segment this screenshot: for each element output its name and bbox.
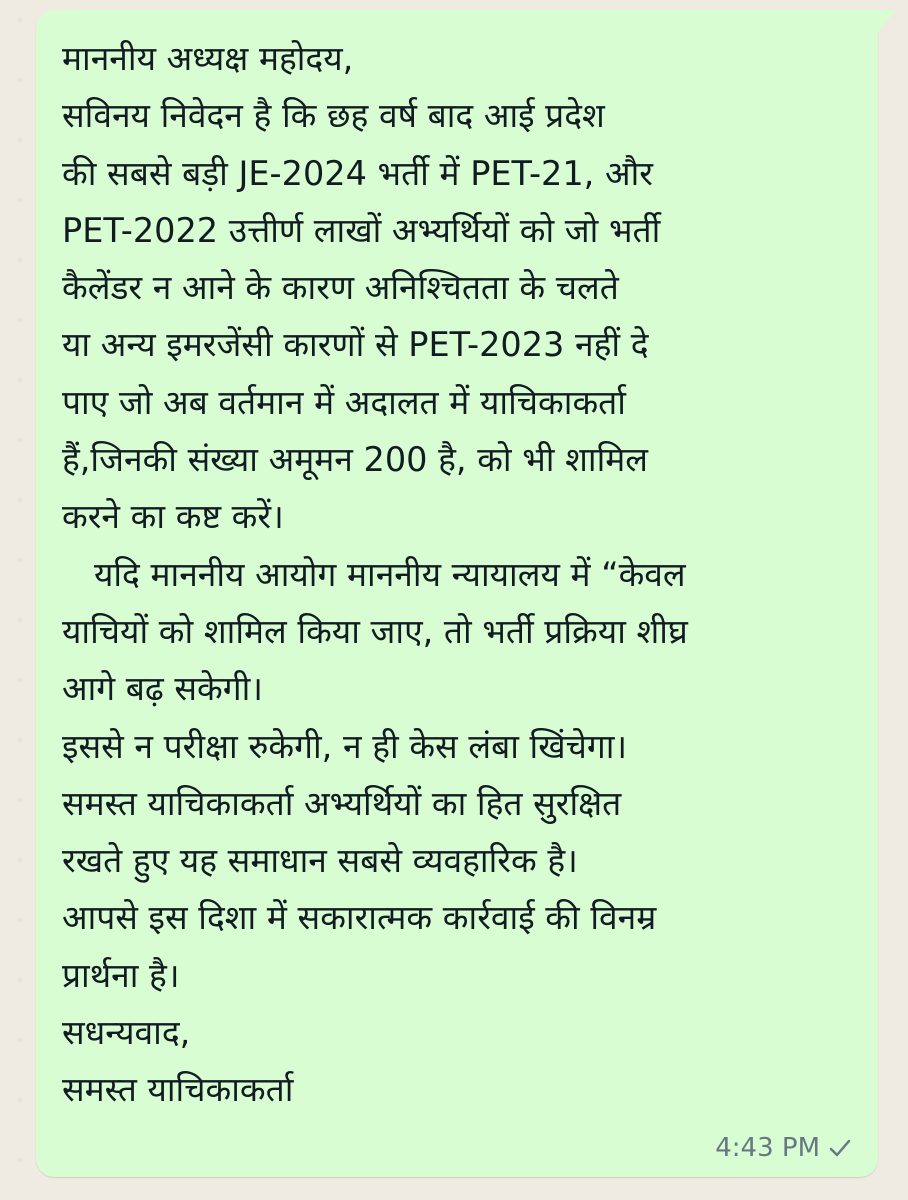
- message-line: हैं,जिनकी संख्या अमूमन 200 है, को भी शामिल: [62, 440, 648, 480]
- message-line: या अन्य इमरजेंसी कारणों से PET-2023 नहीं दे: [62, 325, 649, 365]
- message-line: इससे न परीक्षा रुकेगी, न ही केस लंबा खिंचेगा।: [62, 726, 628, 766]
- message-time: 4:43 PM: [715, 1133, 820, 1163]
- message-line: रखते हुए यह समाधान सबसे व्यवहारिक है।: [62, 841, 578, 881]
- message-line: PET-2022 उत्तीर्ण लाखों अभ्यर्थियों को जो भर्ती: [62, 210, 661, 250]
- message-line: पाए जो अब वर्तमान में अदालत में याचिकाकर्ता: [62, 382, 626, 422]
- message-line: आपसे इस दिशा में सकारात्मक कार्रवाई की विनम्र: [62, 898, 657, 938]
- message-line: कैलेंडर न आने के कारण अनिश्चितता के चलते: [62, 268, 619, 308]
- single-check-icon: [828, 1136, 852, 1160]
- message-line: सविनय निवेदन है कि छह वर्ष बाद आई प्रदेश: [62, 96, 605, 136]
- message-line: सधन्यवाद,: [62, 1013, 191, 1053]
- message-line: समस्त याचिकाकर्ता अभ्यर्थियों का हित सुरक्षित: [62, 783, 622, 823]
- message-line: की सबसे बड़ी JE-2024 भर्ती में PET-21, और: [62, 153, 653, 193]
- message-line: प्रार्थना है।: [62, 955, 180, 995]
- message-line: समस्त याचिकाकर्ता: [62, 1070, 294, 1110]
- message-line: माननीय अध्यक्ष महोदय,: [62, 39, 354, 78]
- message-line: आगे बढ़ सकेगी।: [62, 669, 263, 709]
- message-text: [62, 30, 852, 1119]
- message-line: करने का कष्ट करें।: [62, 497, 284, 537]
- message-meta: [715, 1133, 852, 1163]
- message-line: याचियों को शामिल किया जाए, तो भर्ती प्रक्रिया शीघ्र: [62, 611, 688, 651]
- message-line: यदि माननीय आयोग माननीय न्यायालय में “केवल: [62, 554, 686, 594]
- bubble-tail: [878, 10, 896, 32]
- message-bubble[interactable]: [36, 10, 878, 1177]
